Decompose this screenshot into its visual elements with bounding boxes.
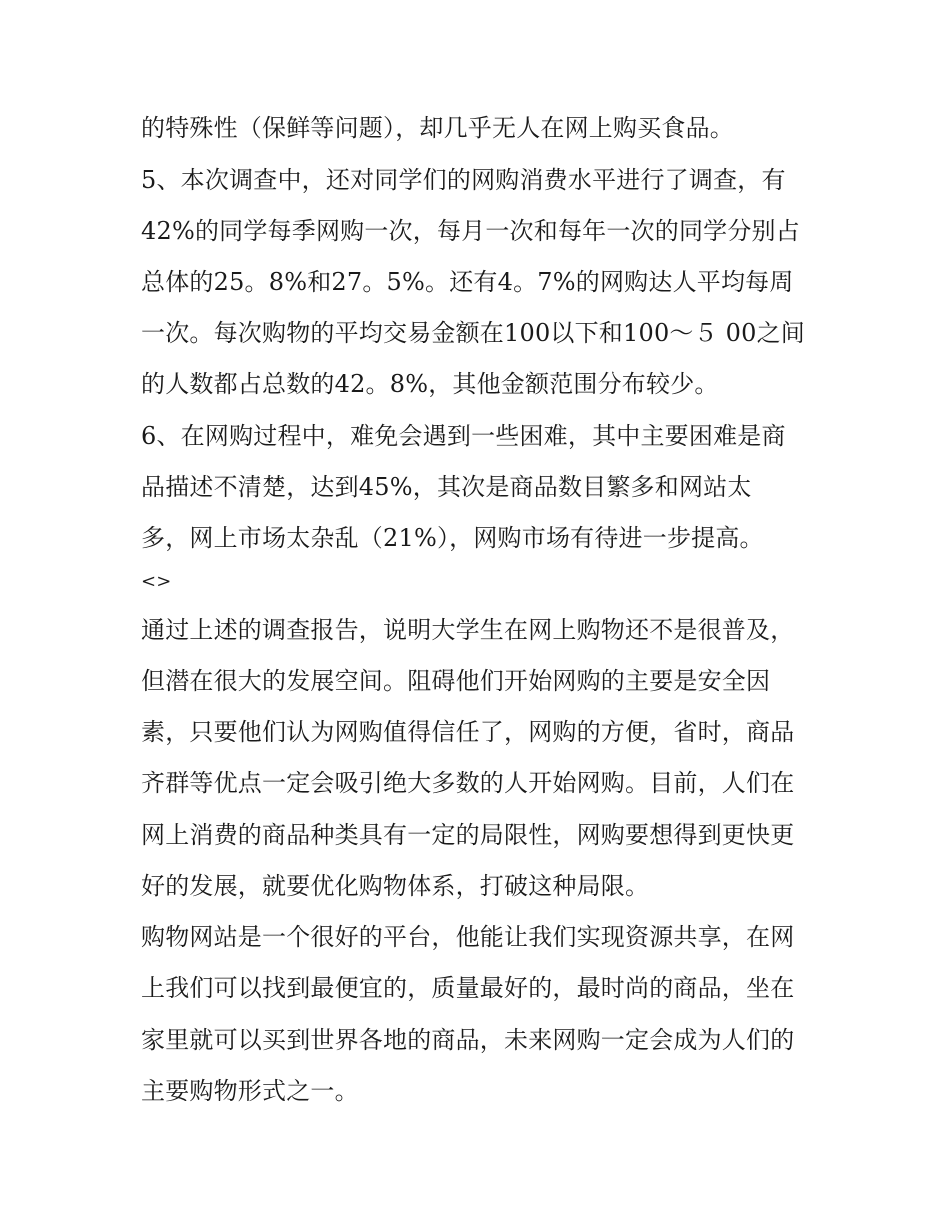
text-line: 的特殊性（保鲜等问题），却几乎无人在网上购买食品。 — [141, 114, 734, 142]
text-line: 42%的同学每季网购一次，每月一次和每年一次的同学分别占 — [141, 217, 800, 245]
text-line: 但潜在很大的发展空间。阻碍他们开始网购的主要是安全因 — [141, 667, 771, 695]
text-line: 主要购物形式之一。 — [141, 1077, 359, 1105]
text-line: 的人数都占总数的42。8%，其他金额范围分布较少。 — [141, 370, 719, 398]
text-line: 6、在网购过程中，难免会遇到一些困难，其中主要困难是商 — [141, 422, 786, 450]
text-line: 上我们可以找到最便宜的，质量最好的，最时尚的商品，坐在 — [141, 974, 795, 1002]
text-line: 齐群等优点一定会吸引绝大多数的人开始网购。目前，人们在 — [141, 769, 795, 797]
text-line: 素，只要他们认为网购值得信任了，网购的方便，省时，商品 — [141, 718, 795, 746]
text-line: 品描述不清楚，达到45%，其次是商品数目繁多和网站太 — [141, 473, 752, 501]
text-line: 一次。每次购物的平均交易金额在100以下和100～５ 00之间 — [141, 319, 805, 347]
text-line: 好的发展，就要优化购物体系，打破这种局限。 — [141, 872, 650, 900]
text-line: 总体的25。8%和27。5%。还有4。7%的网购达人平均每周 — [141, 268, 794, 296]
text-line: 家里就可以买到世界各地的商品，未来网购一定会成为人们的 — [141, 1026, 795, 1054]
text-line: 购物网站是一个很好的平台，他能让我们实现资源共享，在网 — [141, 923, 795, 951]
text-line: <> — [141, 571, 172, 592]
text-line: 网上消费的商品种类具有一定的局限性，网购要想得到更快更 — [141, 821, 795, 849]
text-line: 通过上述的调查报告，说明大学生在网上购物还不是很普及， — [141, 616, 795, 644]
text-line: 多，网上市场太杂乱（21%），网购市场有待进一步提高。 — [141, 524, 764, 552]
text-line: 5、本次调查中，还对同学们的网购消费水平进行了调查，有 — [141, 166, 786, 194]
